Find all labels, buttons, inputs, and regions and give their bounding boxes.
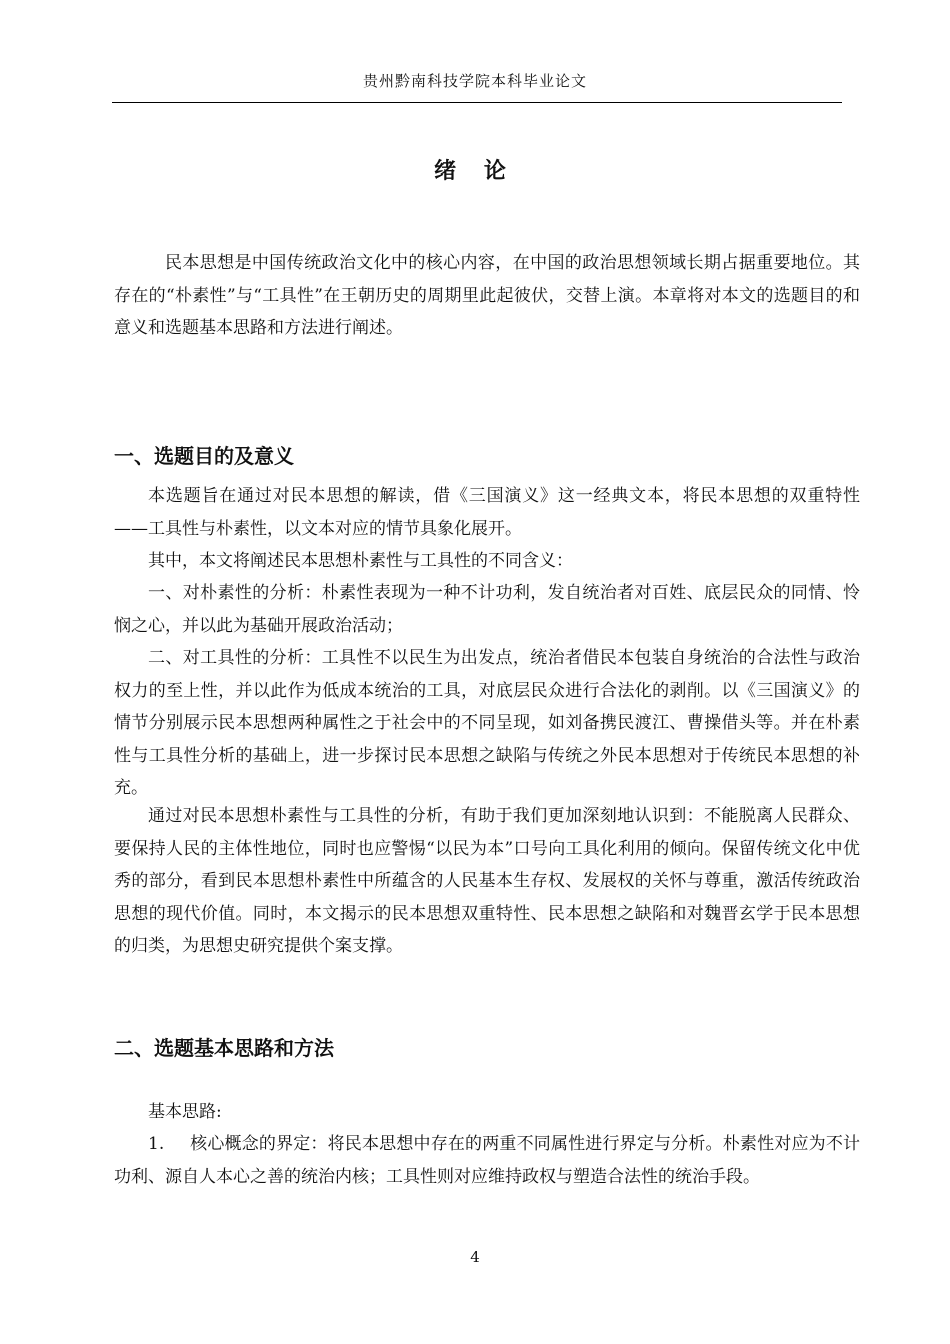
body-paragraph-lead: 基本思路:: [148, 1102, 222, 1122]
intro-paragraph: 民本思想是中国传统政治文化中的核心内容，在中国的政治思想领域长期占据重要地位。其存在的“朴素性”与“工具性”在王朝历史的周期里此起彼伏，交替上演。本章将对本文的选题目的和意义和选题基本思路和方法进行阐述。: [114, 253, 860, 338]
chapter-title: 绪 论: [434, 159, 516, 184]
page-number: 4: [470, 1248, 480, 1266]
running-header: 贵州黔南科技学院本科毕业论文: [362, 72, 587, 90]
body-paragraph: 其中，本文将阐述民本思想朴素性与工具性的不同含义：: [148, 551, 573, 571]
list-item-text: 核心概念的界定：将民本思想中存在的两重不同属性进行界定与分析。朴素性对应为不计功利、源自人本心之善的统治内核；工具性则对应维持政权与塑造合法性的统治手段。: [114, 1134, 860, 1187]
body-paragraph: 二、对工具性的分析：工具性不以民生为出发点，统治者借民本包装自身统治的合法性与政治权力的至上性，并以此作为低成本统治的工具，对底层民众进行合法化的剥削。以《三国演义》的情节分别展示民本思想两种属性之于社会中的不同呈现，如刘备携民渡江、曹操借头等。并在朴素性与工具性分析的基础上，进一步探讨民本思想之缺陷与传统之外民本思想对于传统民本思想的补充。: [114, 648, 860, 798]
body-paragraph: 通过对民本思想朴素性与工具性的分析，有助于我们更加深刻地认识到：不能脱离人民群众、要保持人民的主体性地位，同时也应警惕“以民为本”口号向工具化利用的倾向。保留传统文化中优秀的部分，看到民本思想朴素性中所蕴含的人民基本生存权、发展权的关怀与尊重，激活传统政治思想的现代价值。同时，本文揭示的民本思想双重特性、民本思想之缺陷和对魏晋玄学于民本思想的归类，为思想史研究提供个案支撑。: [114, 806, 860, 956]
numbered-item: [114, 1128, 860, 1193]
list-number: 1.: [148, 1134, 165, 1154]
body-paragraph: 一、对朴素性的分析：朴素性表现为一种不计功利，发自统治者对百姓、底层民众的同情、怜悯之心，并以此为基础开展政治活动；: [114, 583, 860, 636]
section-heading-purpose: 一、选题目的及意义: [114, 444, 294, 468]
header-rule: [112, 102, 842, 103]
section-heading-method: 二、选题基本思路和方法: [114, 1036, 334, 1060]
body-paragraph: 本选题旨在通过对民本思想的解读，借《三国演义》这一经典文本，将民本思想的双重特性——工具性与朴素性，以文本对应的情节具象化展开。: [114, 486, 860, 539]
